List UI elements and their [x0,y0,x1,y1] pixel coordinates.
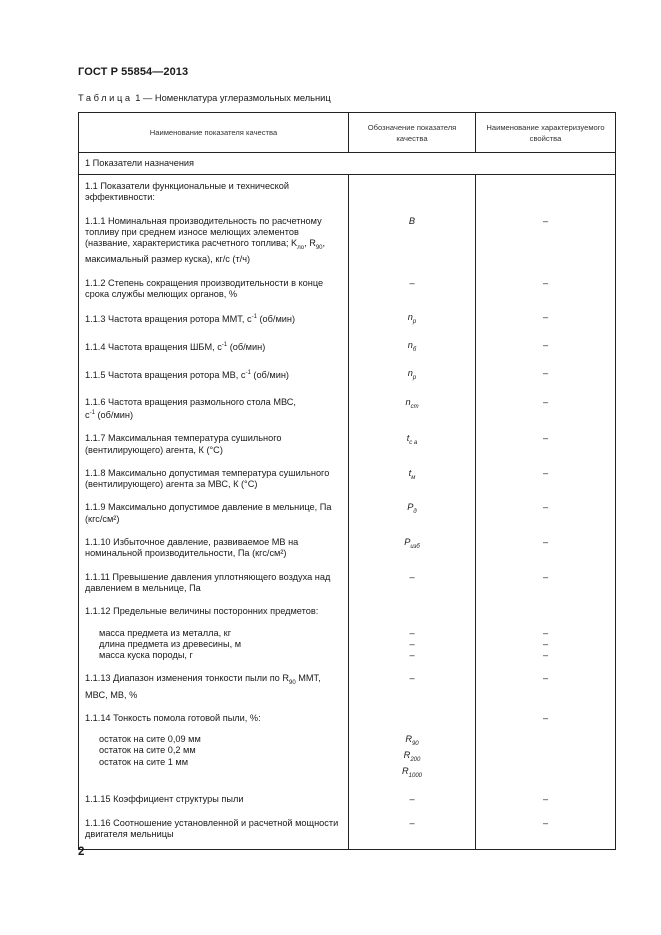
nomenclature-table [78,112,616,850]
row-property: – [476,210,616,272]
row-symbol: B [349,210,476,272]
row-name: 1.1.4 Частота вращения ШБМ, $с^{-1}$ (об/мин) [85,342,266,353]
table-header-row [79,113,616,153]
row-name: 1.1.13 Диапазон изменения тонкости пыли по $R_{90}$ ММТ, МВС, МВ, % [85,673,321,700]
row-name: 1.1.8 Максимально допустимая температура сушильного (вентилирующего) агента за МВС, К (°С) [85,467,330,490]
row-symbol: $t_{с а}$ [349,427,476,462]
table-row [79,667,616,706]
row-symbol: – [349,667,476,706]
row-symbol: $R_{90}$ $R_{200}$ $R_{1000}$ [349,707,476,789]
sub-item: масса куска породы, г [99,650,193,661]
sub-item: остаток на сите 0,2 мм [99,745,196,756]
table-row [79,391,616,428]
row-property: – [476,306,616,334]
row-symbol: $t_м$ [349,462,476,497]
row-property: – [476,362,616,390]
caption-number: 1 [135,93,141,103]
row-name: 1.1.9 Максимально допустимое давление в мельнице, Па (кгс/см²) [85,502,332,524]
row-symbol: $n_б$ [349,334,476,362]
table-row [79,496,616,531]
header-indicator-symbol: Обозначение показателя качества [349,113,476,153]
row-symbol: – – – [349,600,476,667]
row-name: 1.1.11 Превышение давления уплотняющего воздуха над давлением в мельнице, Па [85,571,331,593]
row-name: 1.1.1 Номинальная производительность по расчетному топливу при среднем износе мелющих элементов (название, характеристика расчетного топлива; $K_{ло}$, $R_{90}$, максимальный размер куска), кг/с (т/ч) [85,215,326,265]
row-name: 1.1.5 Частота вращения ротора МВ, $с^{-1}$ (об/мин) [85,370,289,381]
table-row [79,362,616,390]
table-row [79,272,616,307]
table-row [79,531,616,566]
row-property: – [476,788,616,811]
table-row [79,175,616,210]
table-row [79,210,616,272]
table-row [79,306,616,334]
row-property: – – – [476,600,616,667]
row-name: 1.1.2 Степень сокращения производительности в конце срока службы мелющих органов, % [85,277,324,299]
row-symbol: – [349,788,476,811]
row-name: 1.1.14 Тонкость помола готовой пыли, %: остаток на сите 0,09 мм остаток на сите 0,2 мм остаток на сите 1 мм [79,707,349,789]
header-property-name: Наименование характеризуемого свойства [476,113,616,153]
row-name: 1.1.12 Предельные величины посторонних предметов: масса предмета из металла, кг длина предмета из древесины, м масса куска породы, г [79,600,349,667]
header-indicator-name: Наименование показателя качества [79,113,349,153]
row-name: 1.1.7 Максимальная температура сушильного (вентилирующего) агента, К (°С) [85,433,282,455]
row-property: – [476,272,616,307]
sub-item: остаток на сите 1 мм [99,756,189,767]
caption-word: Таблица [78,93,133,103]
sub-item: длина предмета из древесины, м [99,638,242,649]
document-header: ГОСТ Р 55854—2013 [78,66,189,78]
row-symbol: $P_{изб}$ [349,531,476,566]
row-property: – [476,812,616,850]
row-symbol: $n_р$ [349,306,476,334]
table-row [79,462,616,497]
sub-item: масса предмета из металла, кг [99,627,232,638]
page-number: 2 [78,846,85,858]
row-property: – [476,667,616,706]
row-property: – [476,391,616,428]
row-property: – [476,462,616,497]
row-property: – [476,496,616,531]
table-row [79,788,616,811]
table-row [79,600,616,667]
row-name: 1.1.3 Частота вращения ротора ММТ, $с^{-1}$ (об/мин) [85,314,296,325]
row-name: 1.1.10 Избыточное давление, развиваемое МВ на номинальной производительности, Па (кгс/см²) [85,537,299,559]
row-name: 1.1.6 Частота вращения размольного стола МВС, $с^{-1}$ (об/мин) [85,396,296,420]
table-row [79,812,616,850]
row-symbol: – [349,566,476,601]
section-row [79,153,616,175]
row-property: – [476,531,616,566]
caption-text: — Номенклатура углеразмольных мельниц [143,93,331,103]
table-row [79,334,616,362]
sub-item: остаток на сите 0,09 мм [99,734,201,745]
row-property: – [476,566,616,601]
row-name: 1.1 Показатели функциональные и технической эффективности: [85,181,290,203]
section-title: 1 Показатели назначения [79,153,616,175]
row-property: – [476,707,616,789]
table-row [79,707,616,789]
row-name: 1.1.15 Коэффициент структуры пыли [85,794,244,805]
row-symbol: – [349,272,476,307]
row-symbol: – [349,812,476,850]
row-symbol: $P_д$ [349,496,476,531]
row-name: 1.1.16 Соотношение установленной и расчетной мощности двигателя мельницы [85,817,339,840]
table-row [79,427,616,462]
table-row [79,566,616,601]
row-symbol: $n_р$ [349,362,476,390]
row-property: – [476,334,616,362]
row-symbol: $n_{ст}$ [349,391,476,428]
row-property: – [476,427,616,462]
table-caption [78,93,331,103]
